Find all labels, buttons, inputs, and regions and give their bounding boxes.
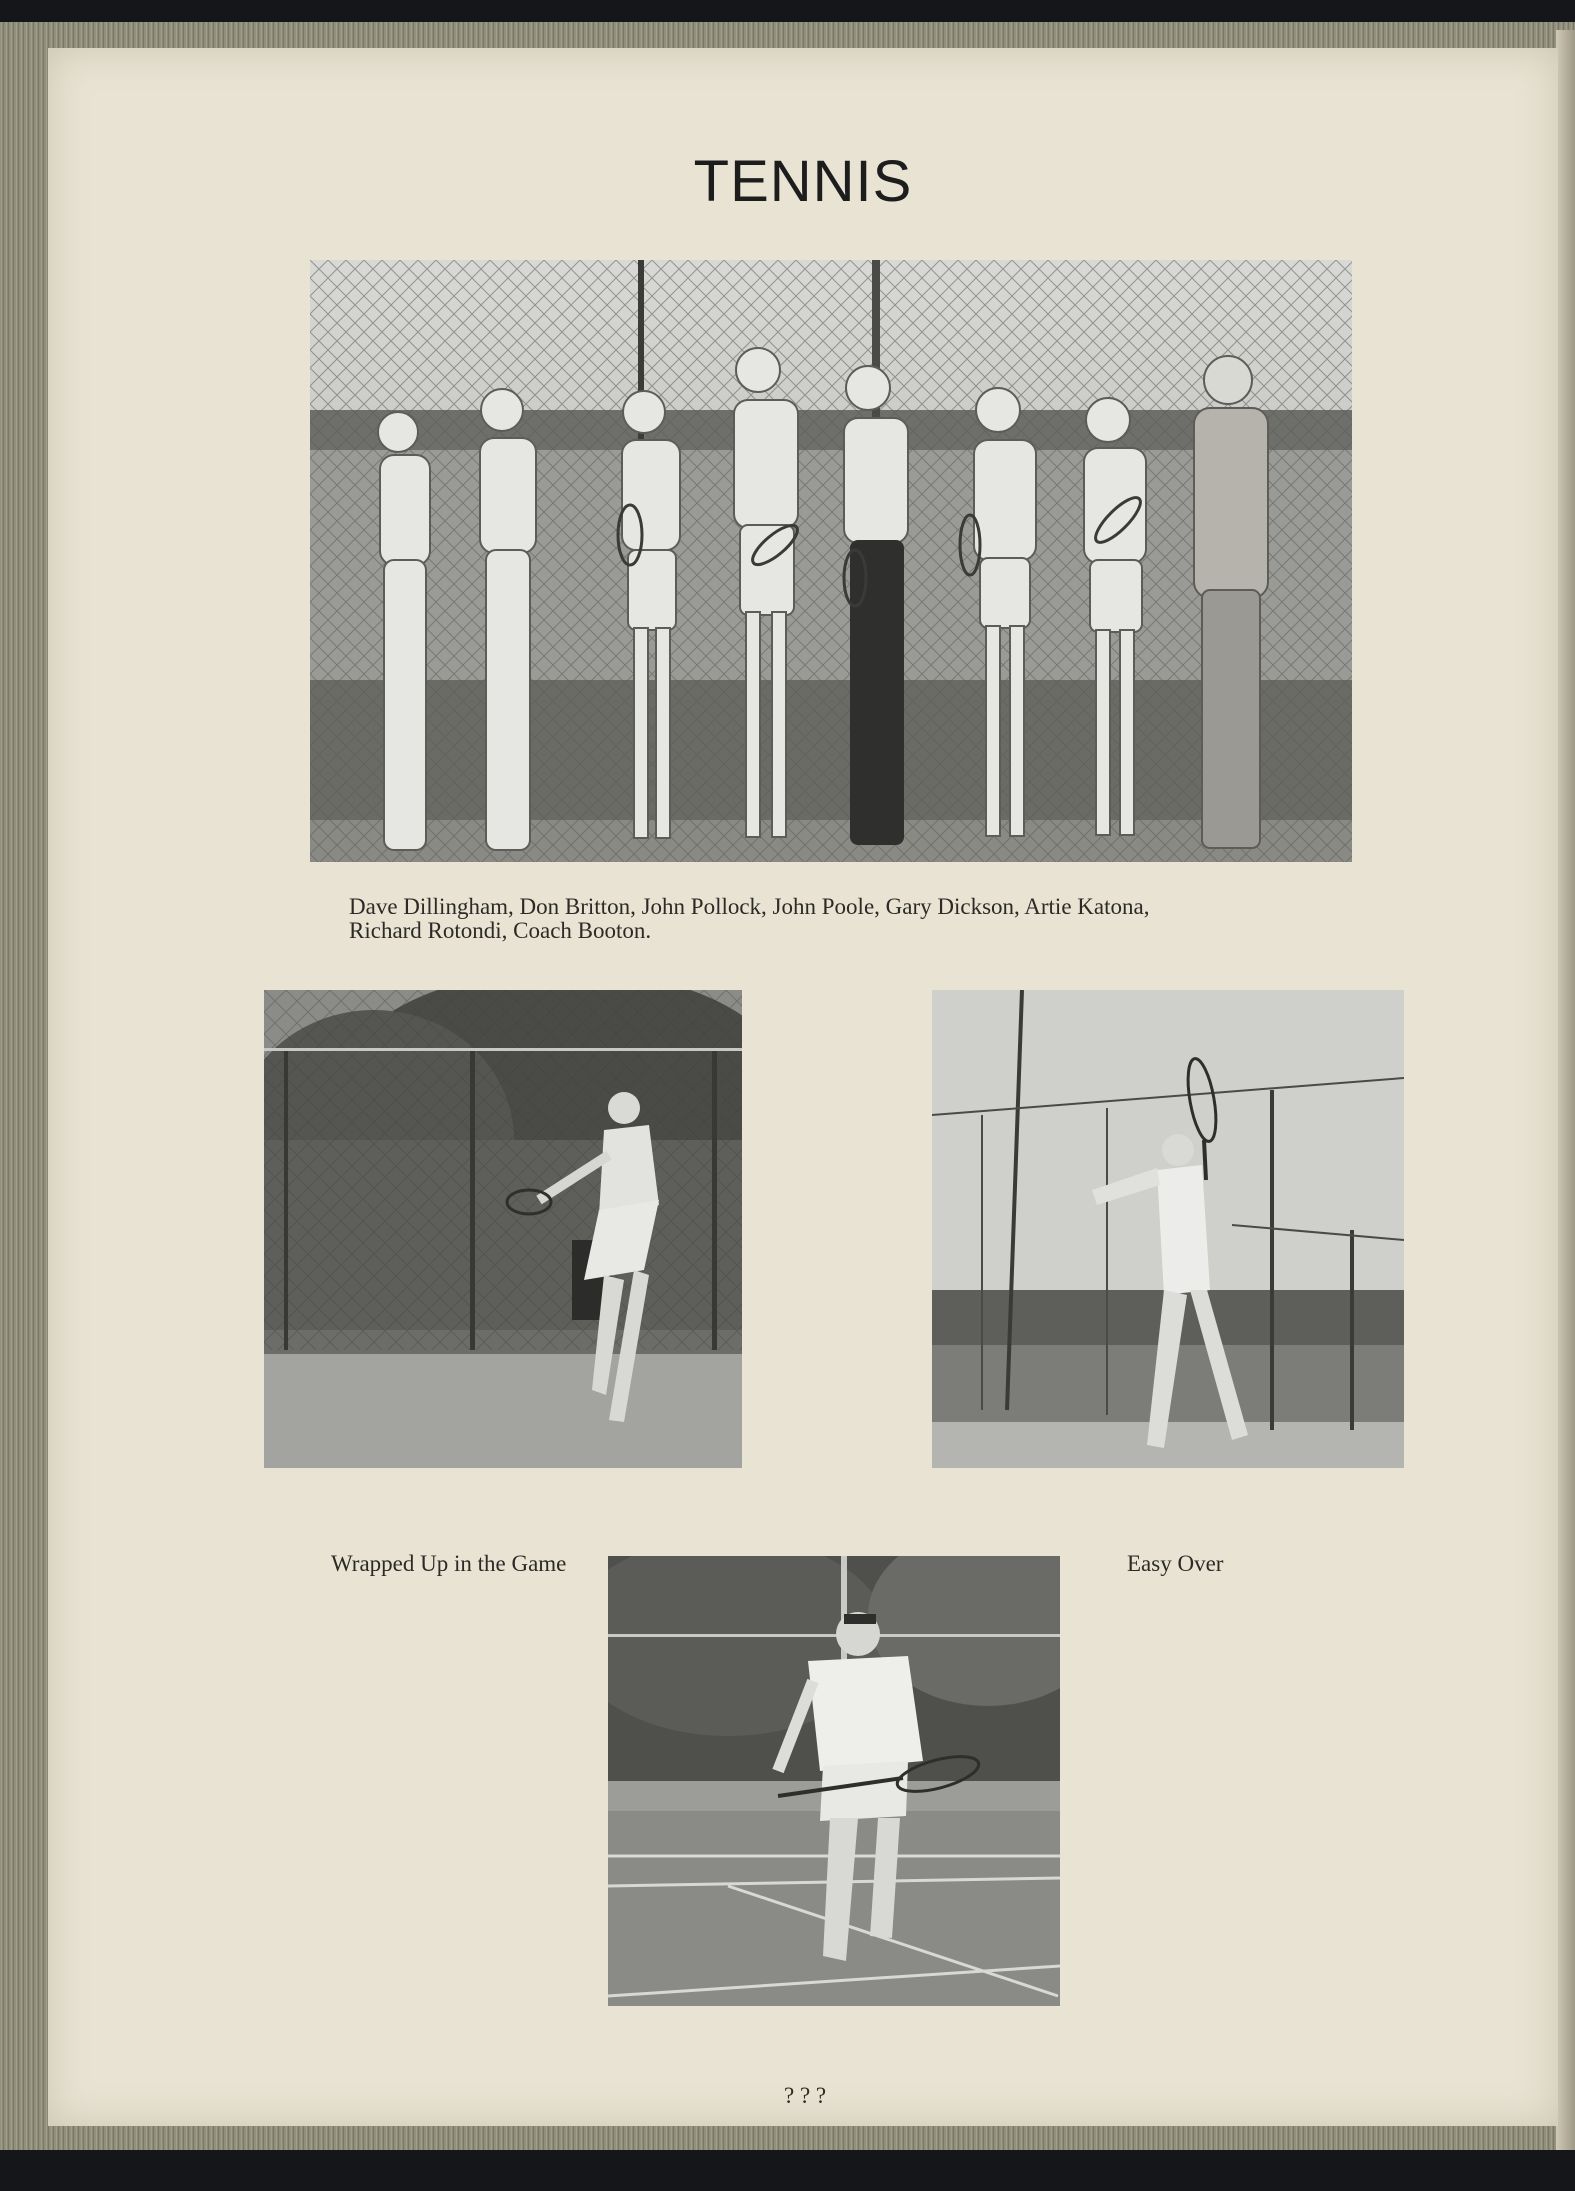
team-photo-caption-line1: Dave Dillingham, Don Britton, John Pollock, John Poole, Gary Dickson, Artie Katona,	[349, 894, 1150, 919]
tennis-forehand-photo	[264, 990, 742, 1468]
team-photo-caption-line2: Richard Rotondi, Coach Booton.	[349, 918, 652, 943]
page-edge	[1556, 30, 1575, 2150]
bottom-dark-strip	[0, 2150, 1575, 2191]
tennis-serve-photo	[932, 990, 1404, 1468]
tennis-running-photo	[608, 1556, 1060, 2006]
page-title: TENNIS	[693, 149, 913, 214]
top-dark-strip	[0, 0, 1575, 22]
team-photo	[310, 260, 1352, 862]
bottom-photo-caption: ? ? ?	[784, 2083, 827, 2108]
yearbook-page	[48, 48, 1558, 2126]
team-photo-caption	[349, 895, 1349, 943]
left-photo-caption: Wrapped Up in the Game	[331, 1551, 567, 1576]
right-photo-caption: Easy Over	[1127, 1551, 1224, 1576]
